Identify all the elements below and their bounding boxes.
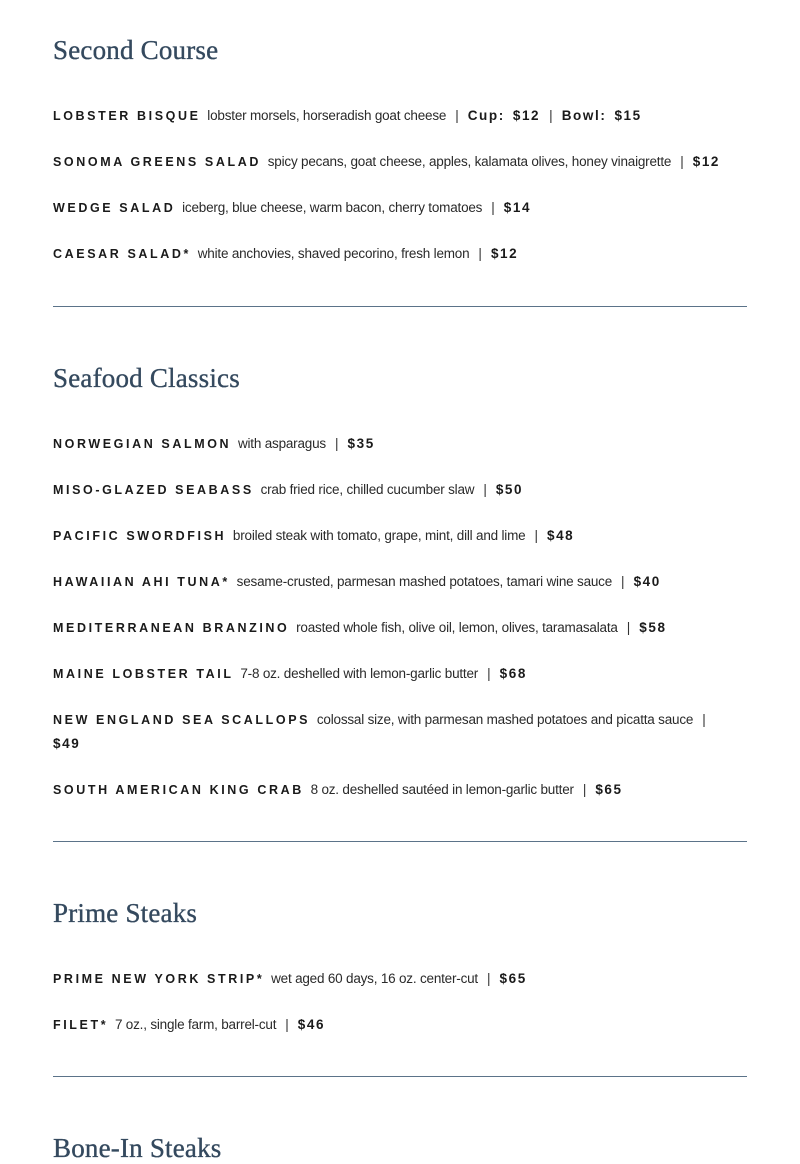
item-price: $12: [490, 246, 519, 261]
item-name: MEDITERRANEAN BRANZINO: [53, 621, 290, 635]
separator: |: [483, 482, 487, 497]
item-price: $49: [53, 736, 81, 751]
menu-item: [53, 662, 747, 686]
separator: |: [534, 528, 538, 543]
menu-item: [53, 196, 747, 220]
item-price: $12: [692, 154, 721, 169]
item-description: crab fried rice, chilled cucumber slaw: [260, 482, 475, 497]
item-description: lobster morsels, horseradish goat cheese: [207, 108, 447, 123]
item-price: $40: [633, 574, 661, 589]
separator: |: [582, 782, 587, 797]
menu-item: [53, 616, 747, 640]
menu-page: [53, 0, 747, 1164]
item-description: colossal size, with parmesan mashed potatoes and picatta sauce: [316, 712, 694, 727]
menu-item: [53, 524, 747, 548]
item-name: HAWAIIAN AHI TUNA*: [53, 575, 230, 589]
item-name: FILET*: [53, 1018, 109, 1032]
menu-item: [53, 570, 747, 594]
item-name: CAESAR SALAD*: [53, 247, 191, 261]
item-name: SOUTH AMERICAN KING CRAB: [53, 783, 304, 797]
menu-item: [53, 432, 747, 456]
item-name: SONOMA GREENS SALAD: [53, 155, 261, 169]
section-title: Prime Steaks: [53, 898, 198, 928]
item-description: broiled steak with tomato, grape, mint, dill and lime: [232, 528, 526, 543]
separator: |: [478, 246, 482, 261]
item-description: 7-8 oz. deshelled with lemon-garlic butter: [240, 666, 479, 681]
item-name: MISO-GLAZED SEABASS: [53, 483, 254, 497]
item-price: $65: [499, 971, 527, 986]
separator: |: [334, 436, 339, 451]
separator: |: [549, 108, 553, 123]
separator: |: [285, 1017, 289, 1032]
item-price: $46: [297, 1017, 326, 1032]
section-second-course: [53, 0, 747, 266]
item-description: 7 oz., single farm, barrel-cut: [114, 1017, 277, 1032]
separator: |: [702, 712, 706, 727]
separator: |: [680, 154, 684, 169]
menu-item: [53, 708, 747, 756]
menu-item: [53, 1013, 747, 1037]
separator: |: [621, 574, 625, 589]
item-description: sesame-crusted, parmesan mashed potatoes, tamari wine sauce: [236, 574, 613, 589]
item-description: spicy pecans, goat cheese, apples, kalamata olives, honey vinaigrette: [267, 154, 672, 169]
section-prime-steaks: [53, 842, 747, 1037]
item-description: with asparagus: [237, 436, 326, 451]
menu-item: [53, 478, 747, 502]
section-bone-in-steaks: [53, 1077, 747, 1164]
item-description: roasted whole fish, olive oil, lemon, olives, taramasalata: [296, 620, 618, 635]
separator: |: [487, 971, 491, 986]
section-seafood-classics: [53, 307, 747, 802]
item-name: NORWEGIAN SALMON: [53, 437, 232, 451]
cup-price: $12: [512, 108, 541, 123]
section-title: Second Course: [53, 35, 219, 65]
item-price: $35: [347, 436, 375, 451]
item-price: $65: [595, 782, 623, 797]
item-name: WEDGE SALAD: [53, 201, 176, 215]
item-price: $14: [503, 200, 532, 215]
item-name: PRIME NEW YORK STRIP*: [53, 972, 265, 986]
item-price: $58: [639, 620, 667, 635]
menu-item: [53, 778, 747, 802]
section-title: Bone-In Steaks: [53, 1133, 222, 1163]
item-price: $68: [499, 666, 527, 681]
item-description: 8 oz. deshelled sautéed in lemon-garlic butter: [310, 782, 574, 797]
item-description: iceberg, blue cheese, warm bacon, cherry tomatoes: [182, 200, 483, 215]
section-title: Seafood Classics: [53, 363, 240, 393]
item-name: NEW ENGLAND SEA SCALLOPS: [53, 713, 311, 727]
menu-item: [53, 242, 747, 266]
separator: |: [487, 666, 491, 681]
item-price: $50: [495, 482, 524, 497]
item-description: white anchovies, shaved pecorino, fresh lemon: [197, 246, 470, 261]
item-name: PACIFIC SWORDFISH: [53, 529, 227, 543]
separator: |: [455, 108, 459, 123]
cup-label: Cup:: [467, 108, 505, 123]
menu-item: [53, 967, 747, 991]
separator: |: [626, 620, 631, 635]
separator: |: [491, 200, 495, 215]
bowl-price: $15: [614, 108, 642, 123]
menu-item: [53, 150, 747, 174]
item-description: wet aged 60 days, 16 oz. center-cut: [271, 971, 478, 986]
item-name: LOBSTER BISQUE: [53, 109, 201, 123]
item-price: $48: [546, 528, 575, 543]
bowl-label: Bowl:: [561, 108, 607, 123]
menu-item: [53, 104, 747, 128]
item-name: MAINE LOBSTER TAIL: [53, 667, 234, 681]
